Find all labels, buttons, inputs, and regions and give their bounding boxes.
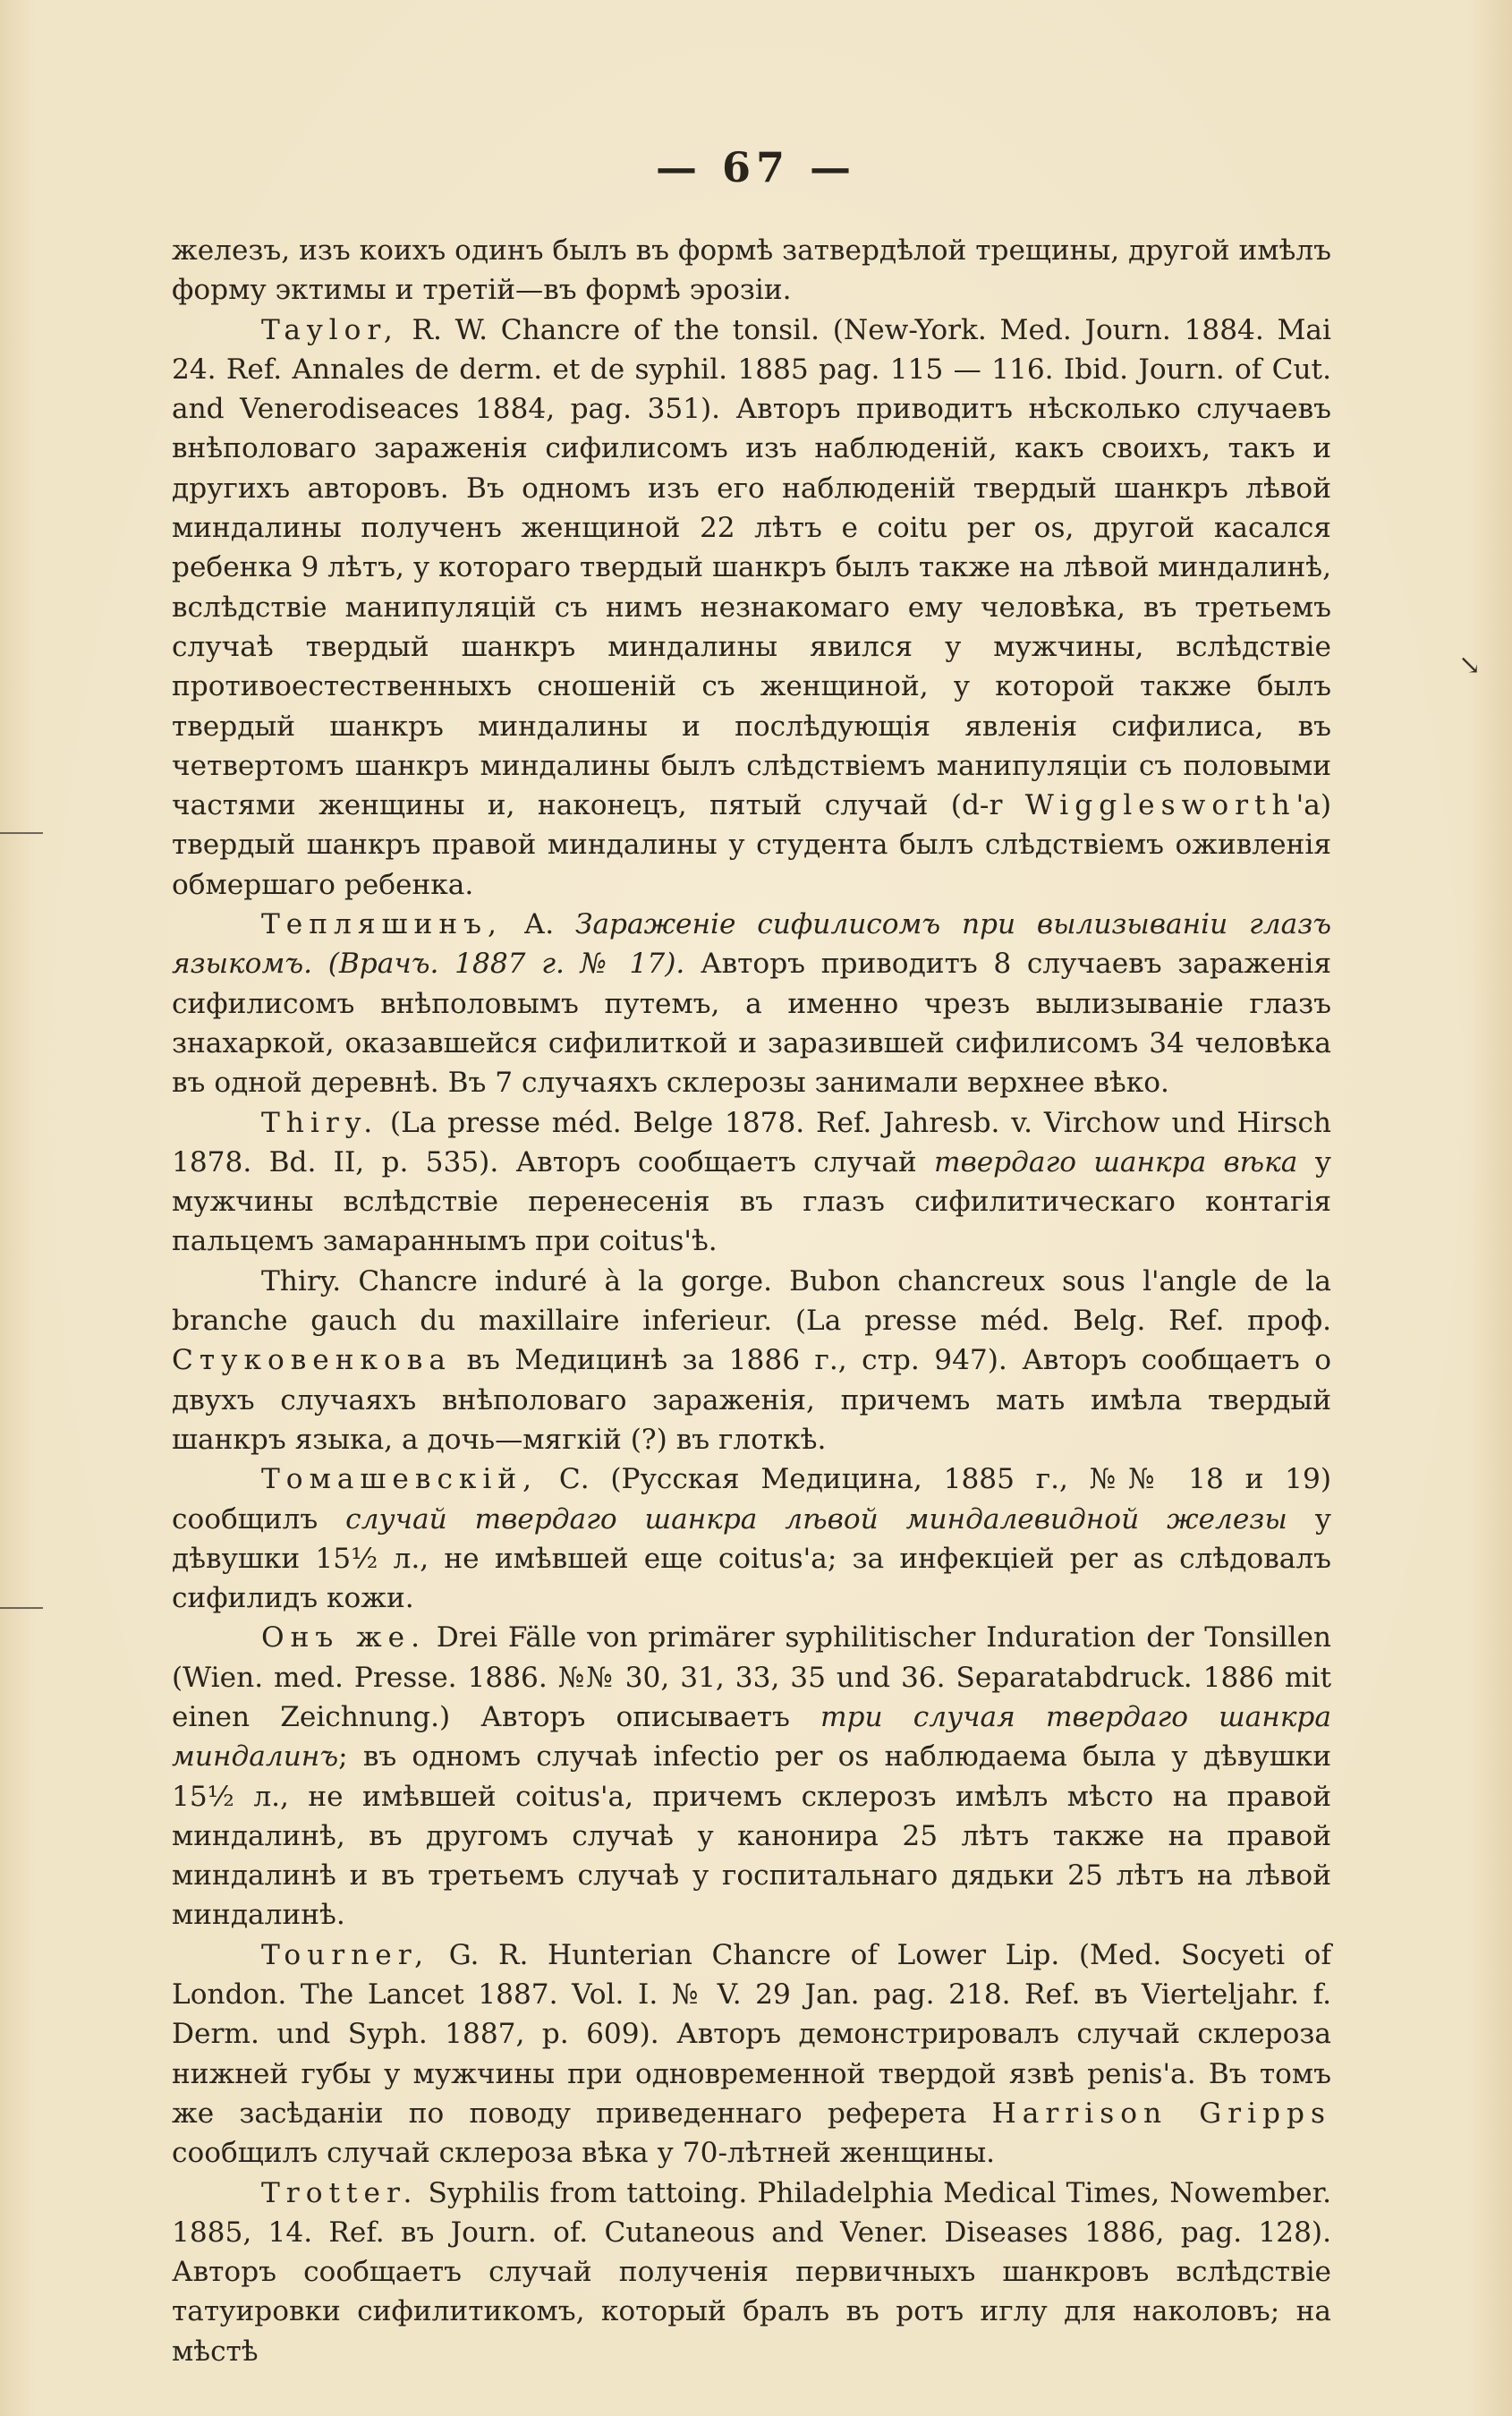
paragraph-continuation (172, 231, 1331, 311)
paragraph-text: у дѣвушки 15½ л., не имѣвшей еще coitus'а; за инфекціей per as слѣдовалъ сифилидъ кожи. (172, 1502, 1331, 1615)
italic-title: Зараженіе сифилисомъ при вылизываніи глазъ языкомъ. (Врачъ. 1887 г. № 17). (172, 908, 1331, 981)
paragraph-tourner (172, 1935, 1331, 2174)
paragraph-text: Авторъ приводитъ 8 случаевъ зараженія сифилисомъ внѣполовымъ путемъ, а именно чрезъ вылизываніе глазъ знахаркой, оказавшейся сифилиткой и заразившей сифилисомъ 34 человѣка въ одной деревнѣ. Въ 7 случаяхъ склерозы занимали верхнее вѣко. (172, 948, 1332, 1100)
paragraph-text: 'а) твердый шанкръ правой миндалины у студента былъ слѣдствіемъ оживленія обмершаго ребенка. (172, 789, 1331, 901)
paragraph-text: ; въ одномъ случаѣ infectio per os наблюдаема была у дѣвушки 15½ л., не имѣвшей coitus'а, причемъ склерозъ имѣлъ мѣсто на правой миндалинѣ, въ другомъ случаѣ у канонира 25 лѣтъ также на правой миндалинѣ и въ третьемъ случаѣ у госпитальнаго дядьки 25 лѣтъ на лѣвой миндалинѣ. (172, 1740, 1331, 1932)
paragraph-text: А. (502, 908, 576, 941)
paragraph-on-zhe (172, 1618, 1331, 1935)
margin-mark (0, 1607, 43, 1609)
margin-mark: ↘ (1458, 650, 1482, 681)
paragraph-text: у мужчины вслѣдствіе перенесенія въ глазъ сифилитическаго контагія пальцемъ замараннымъ при coitus'ѣ. (172, 1145, 1332, 1258)
paragraph-text: въ Медицинѣ за 1886 г., стр. 947). Авторъ сообщаетъ о двухъ случаяхъ внѣполоваго зараженія, причемъ мать имѣла твердый шанкръ языка, а дочь—мягкій (?) въ глоткѣ. (172, 1344, 1331, 1456)
spaced-name: Wigglesworth (1024, 789, 1296, 822)
paragraph-text: (La presse méd. Belge 1878. Ref. Jahresb. v. Virchow und Hirsch 1878. Bd. II, p. 535). Авторъ сообщаетъ случай (172, 1106, 1331, 1178)
paragraph-tomashevsky (172, 1459, 1331, 1618)
author-name: Томашевскій, (261, 1463, 539, 1496)
paragraph-text: G. R. Hunterian Chancre of Lower Lip. (Med. Socyeti of London. The Lancet 1887. Vol. I. № V. 29 Jan. pag. 218. Ref. въ Vierteljahr. f. Derm. und Syph. 1887, p. 609). Авторъ демонстрировалъ случай склероза нижней губы у мужчины при одновременной твердой язвѣ penis'а. Въ томъ же засѣданіи по поводу приведеннаго реферета (172, 1938, 1331, 2130)
page-number: — 67 — (655, 143, 857, 191)
paragraph-text: Syphilis from tattoing. Philadelphia Medical Times, Nowember. 1885, 14. Ref. въ Journ. of. Cutaneous and Vener. Diseases 1886, pag. 128). Авторъ сообщаетъ случай полученія первичныхъ шанкровъ вслѣдствіе татуировки сифилитикомъ, который бралъ въ ротъ иглу для наколовъ; на мѣстѣ (172, 2176, 1331, 2368)
margin-mark (0, 832, 43, 834)
paragraph-teplyashin (172, 905, 1331, 1102)
author-name: Онъ же. (261, 1621, 427, 1655)
author-name: Thiry. (261, 1106, 379, 1139)
paragraph-text: С. (Русская Медицина, 1885 г., №№ 18 и 19) сообщилъ (172, 1463, 1331, 1536)
author-name: Tourner, (261, 1938, 430, 1971)
paragraph-taylor (172, 311, 1331, 905)
italic-phrase: случай твердаго шанкра лѣвой миндалевидной железы (345, 1502, 1287, 1536)
italic-phrase: три случая твердаго шанкра миндалинъ (172, 1700, 1331, 1774)
italic-phrase: твердаго шанкра вѣка (934, 1145, 1298, 1178)
paragraph-text: железъ, изъ коихъ одинъ былъ въ формѣ затвердѣлой трещины, другой имѣлъ форму эктимы и третій—въ формѣ эрозіи. (172, 234, 1331, 307)
paragraph-text: R. W. Chancre of the tonsil. (New-York. Med. Journ. 1884. Mai 24. Ref. Annales de derm. et de syphil. 1885 pag. 115 — 116. Ibid. Journ. of Cut. and Venerodiseaces 1884, pag. 351). Авторъ приводитъ нѣсколько случаевъ внѣполоваго зараженія сифилисомъ изъ наблюденій, какъ своихъ, такъ и другихъ авторовъ. Въ одномъ изъ его наблюденій твердый шанкръ лѣвой миндалины полученъ женщиной 22 лѣтъ е coitu per os, другой касался ребенка 9 лѣтъ, у котораго твердый шанкръ былъ также на лѣвой миндалинѣ, вслѣдствіе манипуляцій съ нимъ незнакомаго ему человѣка, въ третьемъ случаѣ твердый шанкръ миндалины явился у мужчины, вслѣдствіе противоестественныхъ сношеній съ женщиной, у которой также былъ твердый шанкръ миндалины и послѣдующія явленія сифилиса, въ четвертомъ шанкръ миндалины былъ слѣдствіемъ манипуляціи съ половыми частями женщины и, наконецъ, пятый случай (d-r (172, 313, 1331, 822)
paragraph-thiry-2 (172, 1262, 1331, 1459)
page-text (172, 231, 1331, 2371)
paragraph-text: сообщилъ случай склероза вѣка у 70-лѣтней женщины. (172, 2137, 996, 2170)
paragraph-text: Thiry. Chancre induré à la gorge. Bubon chancreux sous l'angle de la branche gauch du maxillaire inferieur. (La presse méd. Belg. Ref. проф. (172, 1264, 1331, 1338)
paragraph-thiry-1 (172, 1103, 1331, 1262)
paragraph-trotter (172, 2174, 1331, 2371)
paragraph-text: Drei Fälle von primärer syphilitischer Induration der Tonsillen (Wien. med. Presse. 1886. №№ 30, 31, 33, 35 und 36. Separatabdruck. 1886 mit einen Zeichnung.) Авторъ описываетъ (172, 1621, 1332, 1733)
spaced-name: Harrison Gripps (991, 2097, 1331, 2130)
spaced-name: Стуковенкова (172, 1344, 452, 1377)
author-name: Trotter. (261, 2176, 419, 2209)
author-name: Тепляшинъ, (261, 908, 503, 941)
author-name: Taylor, (261, 313, 399, 346)
